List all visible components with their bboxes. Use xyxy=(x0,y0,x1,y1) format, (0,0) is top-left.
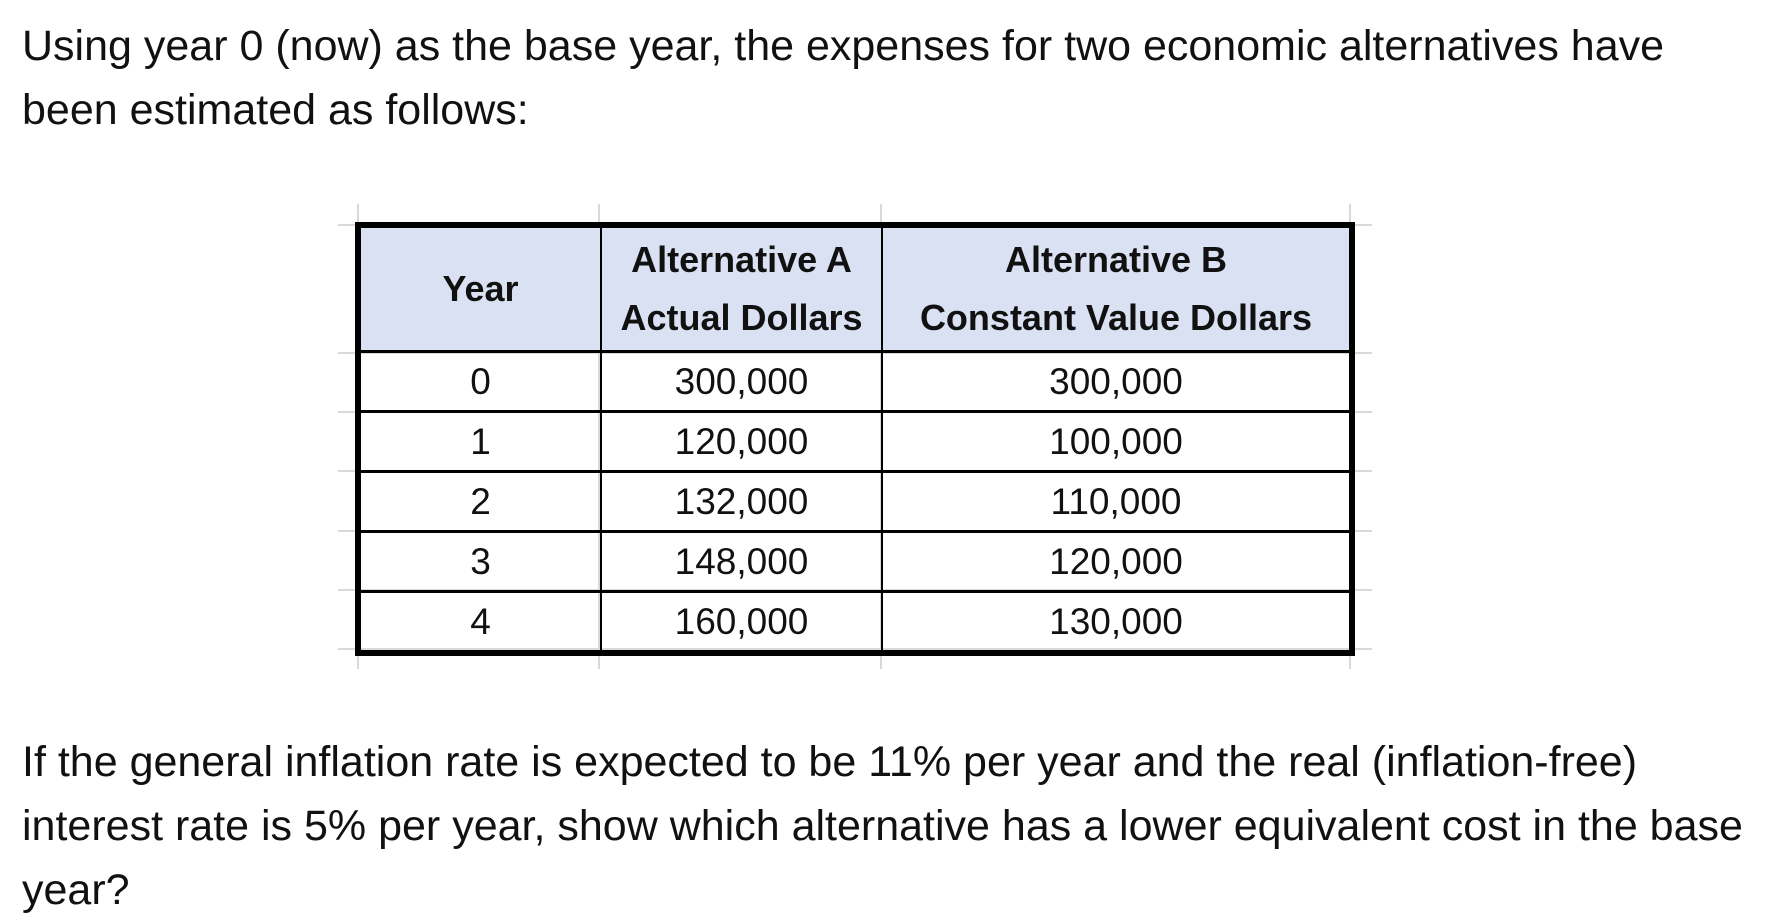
year-cell: 3 xyxy=(358,532,601,592)
table-row xyxy=(358,592,1352,654)
alternative-b-cell: 300,000 xyxy=(882,352,1352,412)
header-year xyxy=(358,225,601,352)
header-alternative-a xyxy=(601,225,882,352)
header-alternative-b-title: Alternative B xyxy=(1004,239,1228,280)
year-cell: 4 xyxy=(358,592,601,654)
header-alternative-b xyxy=(882,225,1352,352)
table-row xyxy=(358,532,1352,592)
header-alternative-a-units: Actual Dollars xyxy=(620,297,863,338)
expense-table xyxy=(355,222,1355,656)
alternative-a-cell: 148,000 xyxy=(601,532,882,592)
intro-text: Using year 0 (now) as the base year, the expenses for two economic alternatives have been estimated as follows: xyxy=(22,22,1665,134)
alternative-a-cell: 132,000 xyxy=(601,472,882,532)
alternative-b-cell: 100,000 xyxy=(882,412,1352,472)
table-row xyxy=(358,352,1352,412)
header-alternative-a-title: Alternative A xyxy=(631,239,852,280)
question-text: If the general inflation rate is expected to be 11% per year and the real (inflation-free) interest rate is 5% per year, show which alternative has a lower equivalent cost in the base year? xyxy=(22,738,1743,914)
year-cell: 1 xyxy=(358,412,601,472)
alternative-a-cell: 300,000 xyxy=(601,352,882,412)
table-row xyxy=(358,412,1352,472)
alternative-b-cell: 110,000 xyxy=(882,472,1352,532)
alternative-b-cell: 130,000 xyxy=(882,592,1352,654)
table-header-row xyxy=(358,225,1352,352)
alternative-a-cell: 120,000 xyxy=(601,412,882,472)
header-year-label: Year xyxy=(442,268,519,309)
expense-table-wrapper xyxy=(355,222,1349,649)
alternative-a-cell: 160,000 xyxy=(601,592,882,654)
header-alternative-b-units: Constant Value Dollars xyxy=(919,297,1313,338)
table-row xyxy=(358,472,1352,532)
year-cell: 0 xyxy=(358,352,601,412)
year-cell: 2 xyxy=(358,472,601,532)
alternative-b-cell: 120,000 xyxy=(882,532,1352,592)
